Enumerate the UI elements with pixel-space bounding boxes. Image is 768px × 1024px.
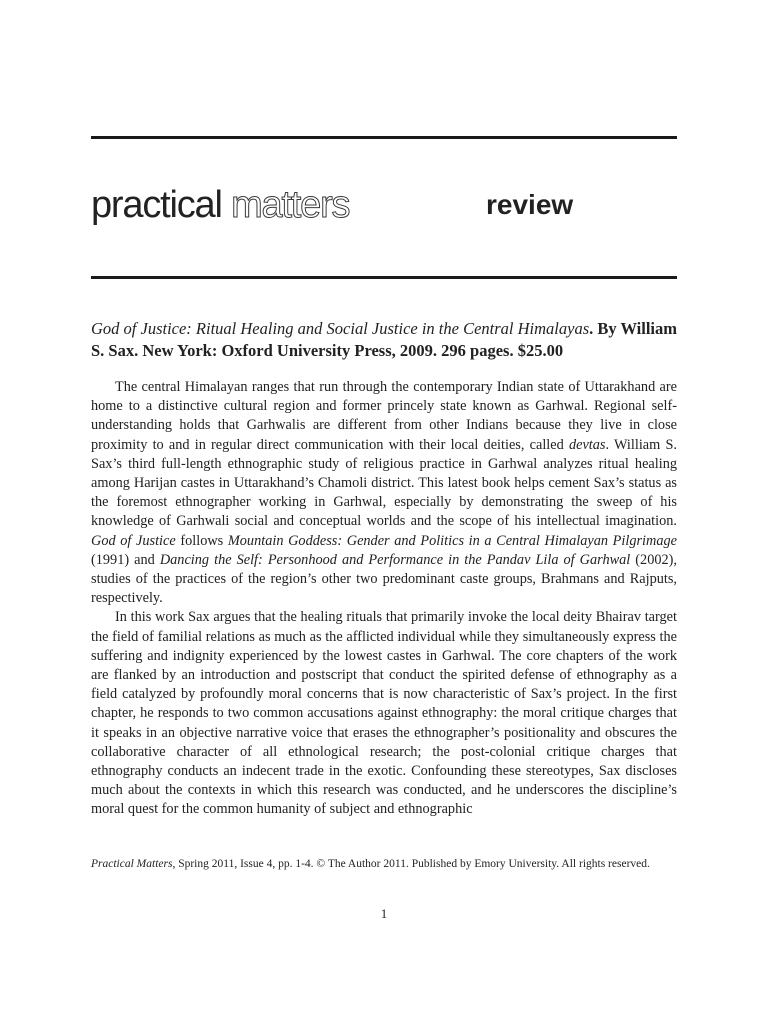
- journal-logo: [91, 180, 349, 230]
- p1-title-dancing-the-self: Dancing the Self: Personhood and Performance in the Pandav Lila of Garhwal: [159, 551, 631, 568]
- logo-word-practical: practical: [91, 184, 222, 226]
- footnote-text: , Spring 2011, Issue 4, pp. 1-4. © The Author 2011. Published by Emory University. All rights reserved.: [172, 858, 650, 870]
- bottom-rule: [91, 276, 677, 279]
- review-body: [91, 378, 677, 820]
- footnote-journal: Practical Matters: [91, 858, 173, 870]
- footnote: [91, 856, 677, 872]
- paragraph-2: In this work Sax argues that the healing rituals that primarily invoke the local deity Bhairav target the field of familial relations as much as the afflicted individual while they simultaneously express the suffering and indignity experienced by the lowest castes in Garhwal. The core chapters of the work are flanked by an introduction and postscript that conduct the spirited defense of ethnography as a field catalyzed by profoundly moral concerns that is now characteristic of Sax’s project. In the first chapter, he responds to two common accusations against ethnography: the moral critique charges that it speaks in an objective narrative voice that erases the ethnographer’s positionality and obscures the collaborative character of all ethnological research; the post-colonial critique charges that ethnography conducts an indecent trade in the exotic. Confounding these stereotypes, Sax discloses much about the contexts in which this research was conducted, and he underscores the discipline’s moral quest for the common humanity of subject and ethnographic: [91, 609, 677, 818]
- p1-title-mountain-goddess: Mountain Goddess: Gender and Politics in a Central Himalayan Pilgrimage: [227, 532, 677, 549]
- p1-title-god-of-justice: God of Justice: [91, 532, 176, 549]
- paragraph-1: [91, 378, 677, 608]
- section-label: review: [486, 189, 574, 220]
- p1-term-devtas: devtas: [568, 436, 606, 453]
- logo-word-matters: matters: [231, 184, 350, 226]
- p1-text-d: (1991) and: [91, 551, 160, 568]
- p1-text-e: (2002), studies of the practices of the region’s other two predominant caste groups, Brahmans and Rajputs, respectively.: [91, 551, 677, 607]
- book-title: God of Justice: Ritual Healing and Social Justice in the Central Himalayas: [91, 319, 590, 338]
- p1-text-c: follows: [175, 532, 228, 549]
- p1-text-a: The central Himalayan ranges that run through the contemporary Indian state of Uttarakhand are home to a distinctive cultural region and former princely state known as Garhwal. Regional self-understanding holds that Garhwalis are different from other Indians because they live in close proximity to and in regular direct communication with their local deities, called: [91, 379, 677, 453]
- page-number: 1: [380, 906, 388, 921]
- top-rule: [91, 136, 677, 139]
- p1-text-b: . William S. Sax’s third full-length ethnographic study of religious practice in Garhwal analyzes ritual healing among Harijan castes in Uttarakhand’s Chamoli district. This latest book helps cement Sax’s status as the foremost ethnographer working in Garhwal, especially by demonstrating the sweep of his knowledge of Garhwali social and conceptual worlds and the scope of his intellectual imagination.: [91, 436, 677, 530]
- book-citation: [91, 318, 677, 362]
- masthead: [91, 180, 677, 230]
- book-details: . By William S. Sax. New York: Oxford University Press, 2009. 296 pages. $25.00: [91, 319, 678, 360]
